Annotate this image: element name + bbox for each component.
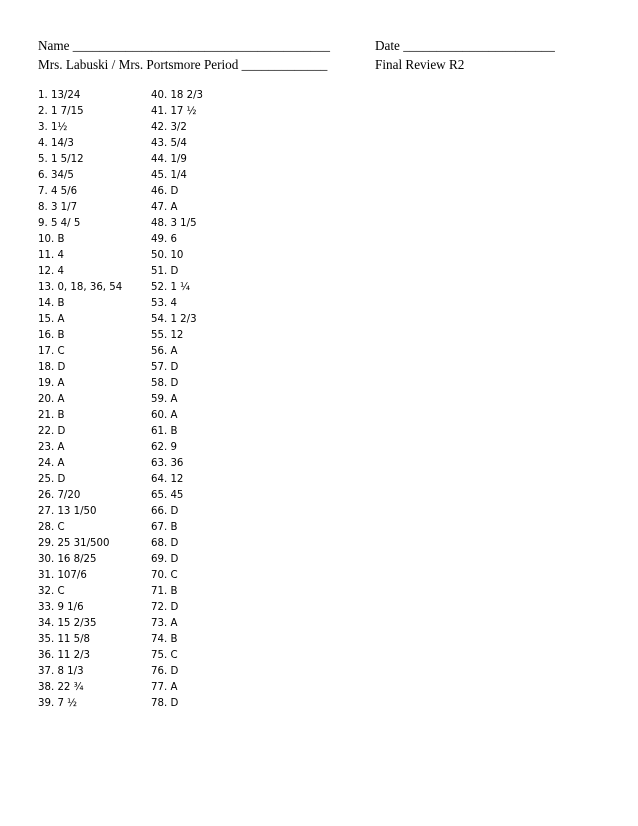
answer-item: 40. 18 2/3 — [151, 90, 204, 101]
answer-item: 62. 9 — [151, 442, 177, 453]
answer-item: 53. 4 — [151, 298, 177, 309]
answer-item: 68. D — [151, 538, 179, 549]
answer-item: 71. B — [151, 586, 178, 597]
answer-item: 49. 6 — [151, 234, 177, 245]
answer-item: 2. 1 7/15 — [38, 106, 84, 117]
answer-item: 55. 12 — [151, 330, 184, 341]
answer-item: 27. 13 1/50 — [38, 506, 97, 517]
header-line-1 — [38, 38, 608, 57]
answer-item: 70. C — [151, 570, 178, 581]
answer-item: 34. 15 2/35 — [38, 618, 97, 629]
answer-item: 32. C — [38, 586, 65, 597]
answer-item: 31. 107/6 — [38, 570, 87, 581]
answer-item: 24. A — [38, 458, 65, 469]
answer-item: 3. 1½ — [38, 122, 68, 133]
answer-item: 5. 1 5/12 — [38, 154, 84, 165]
answer-item: 13. 0, 18, 36, 54 — [38, 282, 123, 293]
answer-item: 22. D — [38, 426, 66, 437]
answer-item: 15. A — [38, 314, 65, 325]
answer-item: 75. C — [151, 650, 178, 661]
answer-item: 39. 7 ½ — [38, 698, 78, 709]
answer-item: 57. D — [151, 362, 179, 373]
answer-item: 43. 5/4 — [151, 138, 187, 149]
answer-item: 8. 3 1/7 — [38, 202, 78, 213]
answer-item: 74. B — [151, 634, 178, 645]
answer-column-1 — [38, 88, 122, 712]
answer-item: 14. B — [38, 298, 65, 309]
answer-item: 25. D — [38, 474, 66, 485]
answer-item: 47. A — [151, 202, 178, 213]
answer-item: 65. 45 — [151, 490, 184, 501]
answer-item: 54. 1 2/3 — [151, 314, 197, 325]
answer-item: 1. 13/24 — [38, 90, 81, 101]
answer-item: 58. D — [151, 378, 179, 389]
answer-item: 20. A — [38, 394, 65, 405]
answer-item: 44. 1/9 — [151, 154, 187, 165]
answer-item: 10. B — [38, 234, 65, 245]
answer-item: 41. 17 ½ — [151, 106, 197, 117]
teacher-period-field: Mrs. Labuski / Mrs. Portsmore Period _____________ — [38, 57, 328, 72]
answer-item: 4. 14/3 — [38, 138, 74, 149]
answer-item: 69. D — [151, 554, 179, 565]
answer-item: 46. D — [151, 186, 179, 197]
answer-item: 67. B — [151, 522, 178, 533]
answer-item: 76. D — [151, 666, 179, 677]
answer-item: 23. A — [38, 442, 65, 453]
answer-item: 7. 4 5/6 — [38, 186, 78, 197]
answer-item: 73. A — [151, 618, 178, 629]
answer-item: 50. 10 — [151, 250, 184, 261]
answer-item: 72. D — [151, 602, 179, 613]
answer-item: 33. 9 1/6 — [38, 602, 84, 613]
answer-item: 30. 16 8/25 — [38, 554, 97, 565]
answer-item: 59. A — [151, 394, 178, 405]
answer-item: 60. A — [151, 410, 178, 421]
answer-item: 38. 22 ¾ — [38, 682, 84, 693]
answer-item: 52. 1 ¼ — [151, 282, 191, 293]
answer-item: 26. 7/20 — [38, 490, 81, 501]
answer-item: 66. D — [151, 506, 179, 517]
answer-item: 61. B — [151, 426, 178, 437]
name-field: Name _______________________________________ — [38, 38, 330, 53]
header-line-2 — [38, 57, 608, 76]
answer-item: 37. 8 1/3 — [38, 666, 84, 677]
answer-item: 64. 12 — [151, 474, 184, 485]
answer-item: 12. 4 — [38, 266, 64, 277]
answer-item: 45. 1/4 — [151, 170, 187, 181]
answer-item: 16. B — [38, 330, 65, 341]
answer-item: 36. 11 2/3 — [38, 650, 91, 661]
answer-item: 35. 11 5/8 — [38, 634, 91, 645]
worksheet-title: Final Review R2 — [375, 57, 465, 72]
answer-item: 51. D — [151, 266, 179, 277]
answer-item: 56. A — [151, 346, 178, 357]
answer-item: 28. C — [38, 522, 65, 533]
date-field: Date _______________________ — [375, 38, 555, 53]
answer-item: 17. C — [38, 346, 65, 357]
answer-item: 9. 5 4/ 5 — [38, 218, 81, 229]
answer-item: 77. A — [151, 682, 178, 693]
answer-item: 63. 36 — [151, 458, 184, 469]
answer-item: 6. 34/5 — [38, 170, 74, 181]
answer-column-2 — [151, 88, 203, 712]
answer-item: 11. 4 — [38, 250, 64, 261]
answer-item: 42. 3/2 — [151, 122, 187, 133]
answer-item: 29. 25 31/500 — [38, 538, 110, 549]
answer-item: 78. D — [151, 698, 179, 709]
answer-item: 48. 3 1/5 — [151, 218, 197, 229]
answer-item: 18. D — [38, 362, 66, 373]
answer-item: 21. B — [38, 410, 65, 421]
worksheet-header — [38, 38, 608, 76]
answer-item: 19. A — [38, 378, 65, 389]
